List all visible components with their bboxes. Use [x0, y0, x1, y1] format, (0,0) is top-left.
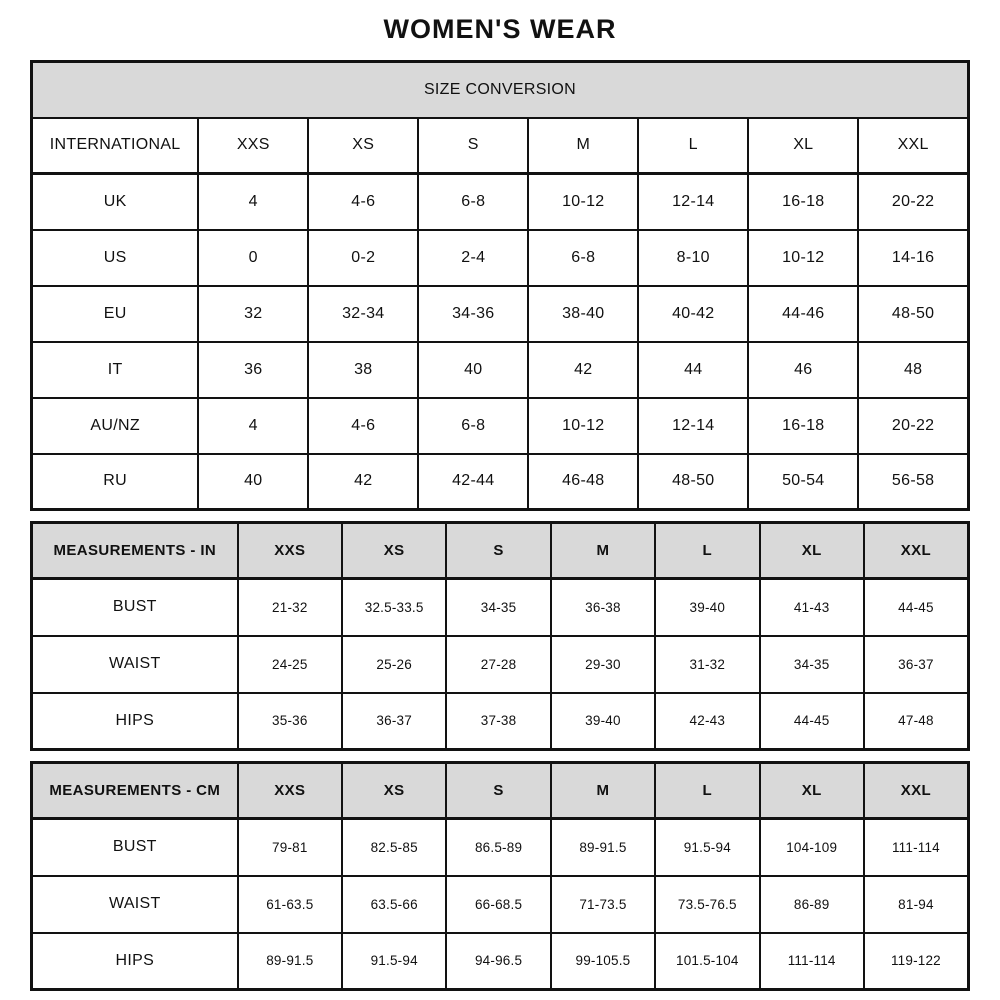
cell-value: 25-26 — [342, 636, 446, 693]
cell-value: 10-12 — [748, 230, 858, 286]
cell-value: 24-25 — [238, 636, 342, 693]
row-label: WAIST — [32, 636, 238, 693]
cell-value: 42 — [528, 342, 638, 398]
cell-value: 89-91.5 — [238, 933, 342, 990]
column-header: XL — [748, 118, 858, 174]
size-conversion-body — [32, 174, 969, 510]
cell-value: 14-16 — [858, 230, 968, 286]
row-label: HIPS — [32, 693, 238, 750]
column-header: M — [528, 118, 638, 174]
cell-value: 81-94 — [864, 876, 969, 933]
cell-value: 0-2 — [308, 230, 418, 286]
cell-value: 41-43 — [760, 579, 864, 636]
column-header: XL — [760, 523, 864, 579]
cell-value: 79-81 — [238, 819, 342, 876]
corner-header: INTERNATIONAL — [32, 118, 199, 174]
cell-value: 48 — [858, 342, 968, 398]
table-banner: SIZE CONVERSION — [32, 62, 969, 118]
size-conversion-header — [32, 62, 969, 174]
table-row — [32, 342, 969, 398]
cell-value: 42-44 — [418, 454, 528, 510]
table-row — [32, 933, 969, 990]
cell-value: 37-38 — [446, 693, 550, 750]
cell-value: 4-6 — [308, 398, 418, 454]
column-header-row — [32, 118, 969, 174]
cell-value: 111-114 — [760, 933, 864, 990]
banner-row — [32, 62, 969, 118]
measurements-cm-header — [32, 763, 969, 819]
column-header: XS — [342, 763, 446, 819]
cell-value: 48-50 — [638, 454, 748, 510]
cell-value: 21-32 — [238, 579, 342, 636]
cell-value: 36-37 — [864, 636, 969, 693]
cell-value: 99-105.5 — [551, 933, 655, 990]
column-header: S — [418, 118, 528, 174]
measurements-cm-body — [32, 819, 969, 990]
cell-value: 89-91.5 — [551, 819, 655, 876]
cell-value: 36-37 — [342, 693, 446, 750]
row-label: US — [32, 230, 199, 286]
cell-value: 44-46 — [748, 286, 858, 342]
table-row — [32, 819, 969, 876]
column-header: M — [551, 763, 655, 819]
cell-value: 66-68.5 — [446, 876, 550, 933]
column-header: L — [655, 763, 759, 819]
corner-header: MEASUREMENTS - IN — [32, 523, 238, 579]
measurements-in-body — [32, 579, 969, 750]
cell-value: 0 — [198, 230, 308, 286]
cell-value: 4-6 — [308, 174, 418, 230]
cell-value: 40 — [198, 454, 308, 510]
cell-value: 47-48 — [864, 693, 969, 750]
cell-value: 34-36 — [418, 286, 528, 342]
cell-value: 86.5-89 — [446, 819, 550, 876]
table-row — [32, 230, 969, 286]
cell-value: 20-22 — [858, 174, 968, 230]
table-row — [32, 579, 969, 636]
column-header: XL — [760, 763, 864, 819]
cell-value: 39-40 — [655, 579, 759, 636]
cell-value: 31-32 — [655, 636, 759, 693]
cell-value: 6-8 — [418, 174, 528, 230]
cell-value: 111-114 — [864, 819, 969, 876]
cell-value: 12-14 — [638, 398, 748, 454]
cell-value: 32.5-33.5 — [342, 579, 446, 636]
row-label: IT — [32, 342, 199, 398]
table-row — [32, 454, 969, 510]
row-label: HIPS — [32, 933, 238, 990]
row-label: RU — [32, 454, 199, 510]
table-row — [32, 876, 969, 933]
cell-value: 91.5-94 — [655, 819, 759, 876]
column-header: XXS — [238, 523, 342, 579]
cell-value: 4 — [198, 398, 308, 454]
column-header: XXL — [864, 763, 969, 819]
column-header: XXL — [858, 118, 968, 174]
cell-value: 6-8 — [528, 230, 638, 286]
cell-value: 44 — [638, 342, 748, 398]
size-conversion-table — [30, 60, 970, 511]
column-header: S — [446, 523, 550, 579]
corner-header: MEASUREMENTS - CM — [32, 763, 238, 819]
cell-value: 4 — [198, 174, 308, 230]
column-header: M — [551, 523, 655, 579]
column-header: L — [655, 523, 759, 579]
cell-value: 91.5-94 — [342, 933, 446, 990]
column-header-row — [32, 523, 969, 579]
cell-value: 8-10 — [638, 230, 748, 286]
cell-value: 119-122 — [864, 933, 969, 990]
cell-value: 38-40 — [528, 286, 638, 342]
table-row — [32, 693, 969, 750]
cell-value: 16-18 — [748, 174, 858, 230]
measurements-cm-table — [30, 761, 970, 991]
cell-value: 32 — [198, 286, 308, 342]
cell-value: 63.5-66 — [342, 876, 446, 933]
cell-value: 73.5-76.5 — [655, 876, 759, 933]
row-label: AU/NZ — [32, 398, 199, 454]
cell-value: 6-8 — [418, 398, 528, 454]
table-row — [32, 636, 969, 693]
cell-value: 82.5-85 — [342, 819, 446, 876]
cell-value: 32-34 — [308, 286, 418, 342]
cell-value: 34-35 — [760, 636, 864, 693]
cell-value: 20-22 — [858, 398, 968, 454]
cell-value: 46-48 — [528, 454, 638, 510]
cell-value: 56-58 — [858, 454, 968, 510]
cell-value: 42 — [308, 454, 418, 510]
cell-value: 71-73.5 — [551, 876, 655, 933]
row-label: UK — [32, 174, 199, 230]
column-header: L — [638, 118, 748, 174]
row-label: BUST — [32, 819, 238, 876]
cell-value: 40 — [418, 342, 528, 398]
cell-value: 50-54 — [748, 454, 858, 510]
table-row — [32, 174, 969, 230]
cell-value: 10-12 — [528, 174, 638, 230]
cell-value: 10-12 — [528, 398, 638, 454]
cell-value: 86-89 — [760, 876, 864, 933]
cell-value: 16-18 — [748, 398, 858, 454]
row-label: BUST — [32, 579, 238, 636]
cell-value: 42-43 — [655, 693, 759, 750]
row-label: EU — [32, 286, 199, 342]
cell-value: 94-96.5 — [446, 933, 550, 990]
cell-value: 12-14 — [638, 174, 748, 230]
measurements-in-header — [32, 523, 969, 579]
column-header: S — [446, 763, 550, 819]
cell-value: 29-30 — [551, 636, 655, 693]
cell-value: 101.5-104 — [655, 933, 759, 990]
cell-value: 40-42 — [638, 286, 748, 342]
column-header: XXL — [864, 523, 969, 579]
column-header: XXS — [238, 763, 342, 819]
column-header-row — [32, 763, 969, 819]
cell-value: 48-50 — [858, 286, 968, 342]
cell-value: 44-45 — [864, 579, 969, 636]
cell-value: 36-38 — [551, 579, 655, 636]
table-row — [32, 398, 969, 454]
cell-value: 61-63.5 — [238, 876, 342, 933]
page-title: WOMEN'S WEAR — [383, 14, 617, 44]
cell-value: 35-36 — [238, 693, 342, 750]
cell-value: 46 — [748, 342, 858, 398]
cell-value: 27-28 — [446, 636, 550, 693]
cell-value: 34-35 — [446, 579, 550, 636]
cell-value: 36 — [198, 342, 308, 398]
cell-value: 38 — [308, 342, 418, 398]
cell-value: 39-40 — [551, 693, 655, 750]
column-header: XS — [308, 118, 418, 174]
cell-value: 104-109 — [760, 819, 864, 876]
cell-value: 44-45 — [760, 693, 864, 750]
table-row — [32, 286, 969, 342]
row-label: WAIST — [32, 876, 238, 933]
measurements-in-table — [30, 521, 970, 751]
cell-value: 2-4 — [418, 230, 528, 286]
column-header: XS — [342, 523, 446, 579]
column-header: XXS — [198, 118, 308, 174]
